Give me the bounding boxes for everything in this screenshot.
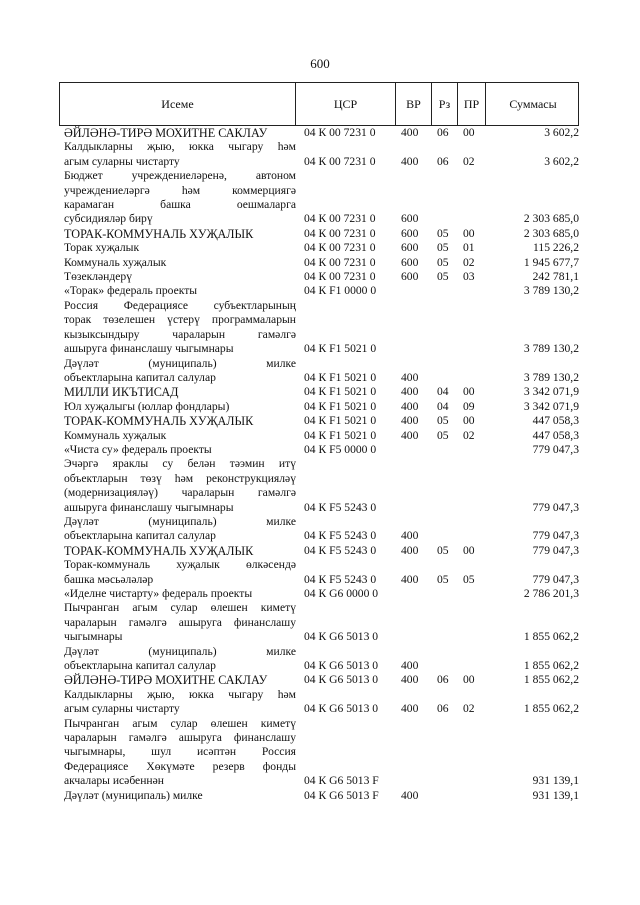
row-csr: 04 К F1 5021 0 <box>304 428 377 442</box>
row-name <box>64 515 296 544</box>
row-vr: 400 <box>401 385 419 399</box>
row-name-line: ӘЙЛӘНӘ-ТИРӘ МОХИТНЕ САКЛАУ <box>64 126 268 140</box>
row-rz: 05 <box>437 226 449 240</box>
row-csr: 04 К F1 5021 0 <box>304 399 377 413</box>
row-name-line: акчалары исәбеннән <box>64 774 164 788</box>
row-name <box>64 673 296 687</box>
row-vr: 600 <box>401 255 419 269</box>
row-name-line: Төзекләндерү <box>64 270 133 284</box>
row-vr: 400 <box>401 428 419 442</box>
row-name-line: Юл хуҗалыгы (юллар фондлары) <box>64 399 230 413</box>
row-name <box>64 544 296 558</box>
row-csr: 04 К F5 5243 0 <box>304 529 377 543</box>
page-number: 600 <box>310 56 330 71</box>
table-row <box>64 284 579 298</box>
row-vr: 600 <box>401 226 419 240</box>
row-sum: 2 303 685,0 <box>523 212 579 226</box>
row-name-line: учреждениеләргә һәм коммерциягә <box>64 183 296 197</box>
table-row <box>64 357 579 386</box>
row-name-line: Дәүләт (муниципаль) милке <box>64 514 296 528</box>
row-vr: 400 <box>401 572 419 586</box>
table-row <box>64 673 579 687</box>
row-sum: 2 786 201,3 <box>523 587 579 600</box>
row-name <box>64 126 296 140</box>
row-sum: 3 789 130,2 <box>523 342 579 356</box>
table-row <box>64 789 579 803</box>
row-vr: 400 <box>401 370 419 384</box>
row-rz: 04 <box>437 399 449 413</box>
table-row <box>64 385 579 399</box>
row-sum: 779 047,3 <box>532 442 579 456</box>
row-sum: 1 855 062,2 <box>523 702 579 716</box>
row-vr: 400 <box>401 659 419 673</box>
row-sum: 931 139,1 <box>532 788 579 802</box>
row-name-line: ТОРАК-КОММУНАЛЬ ХУҖАЛЫК <box>64 543 254 558</box>
row-name-line: «Иделне чистарту» федераль проекты <box>64 587 253 600</box>
row-csr: 04 К 00 7231 0 <box>304 241 376 255</box>
row-vr: 400 <box>401 673 419 687</box>
row-pr: 00 <box>463 414 475 428</box>
row-sum: 3 602,2 <box>544 126 579 139</box>
row-pr: 00 <box>463 126 475 139</box>
row-name <box>64 241 296 255</box>
row-csr: 04 К G6 5013 0 <box>304 630 379 644</box>
row-sum: 779 047,3 <box>532 572 579 586</box>
table-row <box>64 558 579 587</box>
row-pr: 05 <box>463 572 475 586</box>
row-name-line: агым суларны чистарту <box>64 154 180 168</box>
row-name-line: «Чиста су» федераль проекты <box>64 442 212 456</box>
row-rz: 06 <box>437 154 449 168</box>
row-name-line: Дәүләт (муниципаль) милке <box>64 788 203 802</box>
row-name-line: Пычранган агым сулар өлешен киметү <box>64 601 296 615</box>
row-name <box>64 429 296 443</box>
row-csr: 04 К F5 0000 0 <box>304 442 377 456</box>
row-name <box>64 385 296 399</box>
row-name-line: ӘЙЛӘНӘ-ТИРӘ МОХИТНЕ САКЛАУ <box>64 673 268 688</box>
row-sum: 3 602,2 <box>544 154 579 168</box>
row-name <box>64 414 296 428</box>
table-row <box>64 241 579 255</box>
table-row <box>64 256 579 270</box>
row-sum: 3 342 071,9 <box>523 385 579 399</box>
row-sum: 1 855 062,2 <box>523 659 579 673</box>
row-name <box>64 645 296 674</box>
row-pr: 03 <box>463 270 475 284</box>
row-csr: 04 К F1 0000 0 <box>304 284 377 298</box>
row-vr: 600 <box>401 241 419 255</box>
row-pr: 02 <box>463 702 475 716</box>
row-csr: 04 К G6 5013 F <box>304 788 379 802</box>
row-name-line: Федерациясе Хөкүмәте резерв фонды <box>64 759 296 773</box>
row-name-line: кызыксындыру чараларын гамәлгә <box>64 327 296 341</box>
row-sum: 447 058,3 <box>532 428 579 442</box>
row-name-line: Калдыкларны җыю, юкка чыгару һәм <box>64 140 296 154</box>
row-name <box>64 688 296 717</box>
row-name <box>64 284 296 298</box>
table-header <box>59 82 579 126</box>
row-rz: 05 <box>437 270 449 284</box>
row-name-line: Коммуналь хуҗалык <box>64 255 167 269</box>
header-csr: ЦСР <box>296 83 396 125</box>
table-row <box>64 717 579 789</box>
row-name-line: Дәүләт (муниципаль) милке <box>64 644 296 658</box>
row-csr: 04 К G6 0000 0 <box>304 587 379 600</box>
row-name-line: Эчәргә яраклы су белән тәэмин итү <box>64 457 296 471</box>
row-csr: 04 К F1 5021 0 <box>304 385 377 399</box>
table-row <box>64 645 579 674</box>
table-row <box>64 515 579 544</box>
row-name-line: Коммуналь хуҗалык <box>64 428 167 442</box>
table-row <box>64 140 579 169</box>
row-pr: 01 <box>463 241 475 255</box>
row-sum: 447 058,3 <box>532 414 579 428</box>
row-name-line: объектларына капитал салулар <box>64 529 216 543</box>
row-vr: 400 <box>401 529 419 543</box>
row-csr: 04 К G6 5013 F <box>304 774 379 788</box>
table-row <box>64 544 579 558</box>
table-row <box>64 169 579 227</box>
row-vr: 400 <box>401 399 419 413</box>
table-row <box>64 688 579 717</box>
header-vr: ВР <box>396 83 432 125</box>
row-sum: 3 789 130,2 <box>523 370 579 384</box>
row-sum: 779 047,3 <box>532 529 579 543</box>
row-name-line: чыгымнары <box>64 630 123 644</box>
row-pr: 02 <box>463 428 475 442</box>
row-name <box>64 457 296 515</box>
row-rz: 04 <box>437 385 449 399</box>
row-name-line: объектларына капитал салулар <box>64 370 216 384</box>
row-pr: 00 <box>463 385 475 399</box>
row-name-line: субсидияләр бирү <box>64 212 153 226</box>
row-rz: 05 <box>437 241 449 255</box>
row-vr: 400 <box>401 788 419 802</box>
row-rz: 06 <box>437 126 449 139</box>
row-name-line: карамаган башка оешмаларга <box>64 198 296 212</box>
row-csr: 04 К F5 5243 0 <box>304 500 377 514</box>
row-name-line: торак төзелешен үстерү программаларын <box>64 313 296 327</box>
row-csr: 04 К F1 5021 0 <box>304 342 377 356</box>
row-name <box>64 270 296 284</box>
row-name <box>64 400 296 414</box>
row-csr: 04 К F5 5243 0 <box>304 543 377 557</box>
row-sum: 3 342 071,9 <box>523 399 579 413</box>
row-name-line: объектларына капитал салулар <box>64 659 216 673</box>
table-row <box>64 400 579 414</box>
row-name <box>64 717 296 789</box>
row-name <box>64 601 296 644</box>
table-row <box>64 601 579 644</box>
row-rz: 05 <box>437 572 449 586</box>
row-name-line: ашыруга финанслашу чыгымнары <box>64 500 234 514</box>
row-name-line: «Торак» федераль проекты <box>64 284 198 298</box>
header-pr: ПР <box>458 83 486 125</box>
row-sum: 242 781,1 <box>532 270 579 284</box>
row-vr: 400 <box>401 414 419 428</box>
row-name <box>64 169 296 227</box>
row-name-line: чараларын гамәлгә ашыруга финанслашу <box>64 731 296 745</box>
table-row <box>64 126 579 140</box>
row-vr: 600 <box>401 212 419 226</box>
row-vr: 600 <box>401 270 419 284</box>
row-rz: 06 <box>437 673 449 687</box>
row-name-line: объектларын төзү һәм реконструкцияләү <box>64 471 296 485</box>
row-sum: 115 226,2 <box>533 241 579 255</box>
row-name-line: Калдыкларны җыю, юкка чыгару һәм <box>64 687 296 701</box>
row-csr: 04 К 00 7231 0 <box>304 154 376 168</box>
table-row <box>64 443 579 457</box>
row-name <box>64 357 296 386</box>
row-pr: 02 <box>463 255 475 269</box>
row-rz: 05 <box>437 414 449 428</box>
row-pr: 02 <box>463 154 475 168</box>
row-csr: 04 К G6 5013 0 <box>304 673 379 687</box>
row-vr: 400 <box>401 702 419 716</box>
row-name-line: МИЛЛИ ИКЪТИСАД <box>64 385 179 400</box>
row-vr: 400 <box>401 126 419 139</box>
row-sum: 779 047,3 <box>532 543 579 557</box>
table-row <box>64 270 579 284</box>
header-sum: Суммасы <box>509 96 557 111</box>
row-rz: 05 <box>437 428 449 442</box>
row-csr: 04 К 00 7231 0 <box>304 270 376 284</box>
row-name <box>64 140 296 169</box>
row-pr: 00 <box>463 226 475 240</box>
row-pr: 00 <box>463 673 475 687</box>
row-name-line: Торак-коммуналь хуҗалык өлкәсендә <box>64 558 296 572</box>
row-name <box>64 789 296 803</box>
table-row <box>64 429 579 443</box>
row-name-line: Бюджет учреждениеләренә, автоном <box>64 169 296 183</box>
row-sum: 3 789 130,2 <box>523 284 579 298</box>
row-vr: 400 <box>401 154 419 168</box>
table-row <box>64 457 579 515</box>
row-name-line: башка мәсьәләләр <box>64 572 154 586</box>
row-name-line: ТОРАК-КОММУНАЛЬ ХУҖАЛЫК <box>64 226 254 241</box>
row-name-line: ашыруга финанслашу чыгымнары <box>64 342 234 356</box>
row-name <box>64 227 296 241</box>
row-csr: 04 К 00 7231 0 <box>304 212 376 226</box>
row-sum: 1 855 062,2 <box>523 673 579 687</box>
row-sum: 1 855 062,2 <box>523 630 579 644</box>
row-rz: 05 <box>437 255 449 269</box>
row-name <box>64 443 296 457</box>
table-row <box>64 587 579 601</box>
table-row <box>64 299 579 357</box>
row-name-line: Дәүләт (муниципаль) милке <box>64 356 296 370</box>
row-name-line: ТОРАК-КОММУНАЛЬ ХУҖАЛЫК <box>64 414 254 429</box>
row-name <box>64 558 296 587</box>
row-name-line: (модернизацияләү) чараларын гамәлгә <box>64 486 296 500</box>
row-vr: 400 <box>401 543 419 557</box>
row-name-line: агым суларны чистарту <box>64 702 180 716</box>
row-csr: 04 К F1 5021 0 <box>304 414 377 428</box>
table-row <box>64 414 579 428</box>
row-name <box>64 256 296 270</box>
row-name-line: Пычранган агым сулар өлешен киметү <box>64 716 296 730</box>
row-csr: 04 К F1 5021 0 <box>304 370 377 384</box>
row-sum: 931 139,1 <box>532 774 579 788</box>
row-sum: 779 047,3 <box>532 500 579 514</box>
row-name <box>64 587 296 601</box>
row-sum: 2 303 685,0 <box>523 226 579 240</box>
row-name-line: Торак хуҗалык <box>64 241 140 255</box>
row-pr: 00 <box>463 543 475 557</box>
header-name: Исеме <box>60 83 296 125</box>
row-pr: 09 <box>463 399 475 413</box>
row-name-line: чараларын гамәлгә ашыруга финанслашу <box>64 615 296 629</box>
row-csr: 04 К 00 7231 0 <box>304 126 376 139</box>
row-csr: 04 К G6 5013 0 <box>304 659 379 673</box>
row-sum: 1 945 677,7 <box>523 255 579 269</box>
row-csr: 04 К 00 7231 0 <box>304 255 376 269</box>
budget-table-body <box>64 126 579 803</box>
header-rz: Рз <box>432 83 458 125</box>
table-row <box>64 227 579 241</box>
row-name-line: Россия Федерациясе субъектларының <box>64 298 296 312</box>
row-rz: 05 <box>437 543 449 557</box>
row-rz: 06 <box>437 702 449 716</box>
row-name-line: чыгымнары, шул исәптән Россия <box>64 745 296 759</box>
row-csr: 04 К 00 7231 0 <box>304 226 376 240</box>
row-name <box>64 299 296 357</box>
row-csr: 04 К F5 5243 0 <box>304 572 377 586</box>
row-csr: 04 К G6 5013 0 <box>304 702 379 716</box>
